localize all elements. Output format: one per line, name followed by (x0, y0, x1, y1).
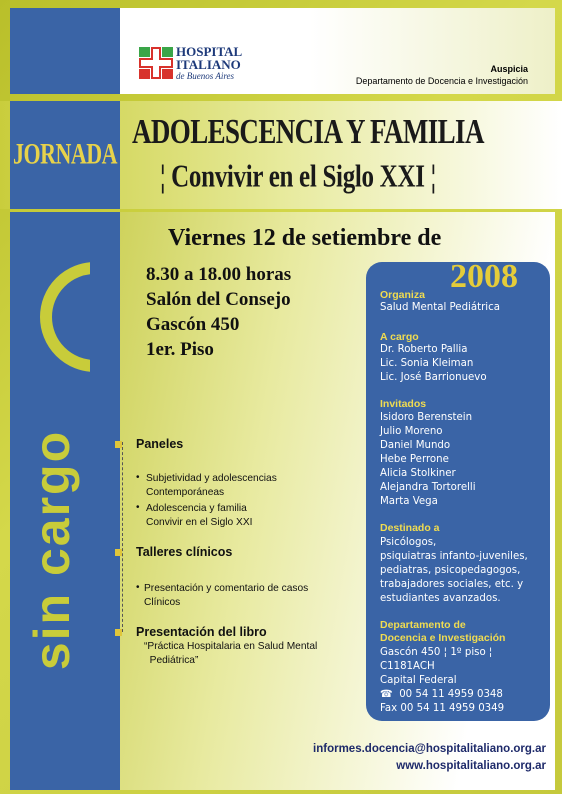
acargo-item: Dr. Roberto Pallia (380, 344, 468, 355)
program-dotted-line (122, 442, 124, 632)
invitado-item: Marta Vega (380, 496, 438, 507)
panel-item-line: Contemporáneas (146, 487, 225, 498)
invitados-heading: Invitados (380, 398, 427, 410)
logo-text-italiano: ITALIANO (176, 57, 241, 72)
invitado-item: Julio Moreno (380, 426, 443, 437)
contact-email-link[interactable]: informes.docencia@hospitalitaliano.org.ar (313, 743, 546, 755)
destinado-item: psiquiatras infanto-juveniles, (380, 551, 528, 562)
talleres-heading: Talleres clínicos (136, 545, 233, 559)
acargo-item: Lic. Sonia Kleiman (380, 358, 474, 369)
blue-strip-top (10, 8, 120, 94)
main-title: ADOLESCENCIA Y FAMILIA (132, 112, 484, 151)
event-floor: 1er. Piso (146, 339, 214, 360)
event-address: Gascón 450 (146, 314, 240, 335)
section-marker-icon (115, 549, 122, 556)
jornada-label: JORNADA (10, 114, 120, 195)
destinado-item: trabajadores sociales, etc. y (380, 579, 524, 590)
sponsor-department: Departamento de Docencia e Investigación (355, 76, 528, 86)
logo-text-buenos-aires: de Buenos Aires (176, 71, 234, 81)
invitado-item: Hebe Perrone (380, 454, 449, 465)
sin-cargo-vertical (2, 395, 102, 705)
fax-line: Fax 00 54 11 4959 0349 (380, 703, 505, 714)
hospital-logo-icon (138, 46, 174, 80)
event-date: Viernes 12 de setiembre de (168, 225, 442, 251)
phone-number: 00 54 11 4959 0348 (399, 689, 503, 700)
acargo-item: Lic. José Barrionuevo (380, 372, 487, 383)
section-marker-icon (115, 441, 122, 448)
invitado-item: Alicia Stolkiner (380, 468, 456, 479)
panel-item-line: Adolescencia y familia (146, 503, 247, 514)
libro-line: “Práctica Hospitalaria en Salud Mental (144, 641, 318, 652)
website-link[interactable]: www.hospitalitaliano.org.ar (396, 760, 546, 772)
libro-title (144, 640, 317, 668)
event-time: 8.30 a 18.00 horas (146, 264, 292, 285)
acargo-heading: A cargo (380, 331, 419, 343)
bullet-icon: • (136, 502, 140, 513)
libro-line: Pediátrica” (149, 655, 199, 666)
paneles-heading: Paneles (136, 437, 184, 451)
event-venue: Salón del Consejo (146, 289, 291, 310)
bullet-icon: • (136, 582, 140, 593)
event-year: 2008 (450, 258, 518, 295)
sin-cargo-text: sin cargo (24, 429, 80, 671)
invitado-item: Isidoro Berenstein (380, 412, 473, 423)
invitado-item: Alejandra Tortorelli (380, 482, 476, 493)
destinado-item: pediatras, psicopedagogos, (380, 565, 521, 576)
panel-item (146, 472, 277, 500)
depto-item: Gascón 450 ¦ 1º piso ¦ (380, 647, 493, 658)
organiza-heading: Organiza (380, 289, 425, 301)
libro-heading: Presentación del libro (136, 625, 267, 639)
taller-item-line: Presentación y comentario de casos (144, 583, 309, 594)
panel-item (146, 502, 252, 530)
depto-item: C1181ACH (380, 661, 435, 672)
panel-item-line: Subjetividad y adolescencias (146, 473, 277, 484)
destinado-item: Psicólogos, (380, 537, 437, 548)
panel-item-line: Convivir en el Siglo XXI (146, 517, 253, 528)
depto-heading-2: Docencia e Investigación (380, 632, 506, 644)
taller-item-line: Clínicos (144, 597, 181, 608)
section-marker-icon (115, 629, 122, 636)
organiza-value: Salud Mental Pediátrica (380, 302, 500, 313)
logo-text-hospital: HOSPITAL (176, 44, 243, 59)
invitado-item: Daniel Mundo (380, 440, 451, 451)
destinado-heading: Destinado a (380, 522, 440, 534)
phone-icon: ☎ (380, 689, 393, 700)
destinado-item: estudiantes avanzados. (380, 593, 501, 604)
auspicia-label: Auspicia (490, 64, 528, 74)
bullet-icon: • (136, 472, 140, 483)
depto-heading-1: Departamento de (380, 619, 466, 631)
depto-item: Capital Federal (380, 675, 457, 686)
subtitle: ¦ Convivir en el Siglo XXI ¦ (160, 160, 436, 194)
phone-line (380, 688, 503, 703)
taller-item (144, 582, 308, 610)
